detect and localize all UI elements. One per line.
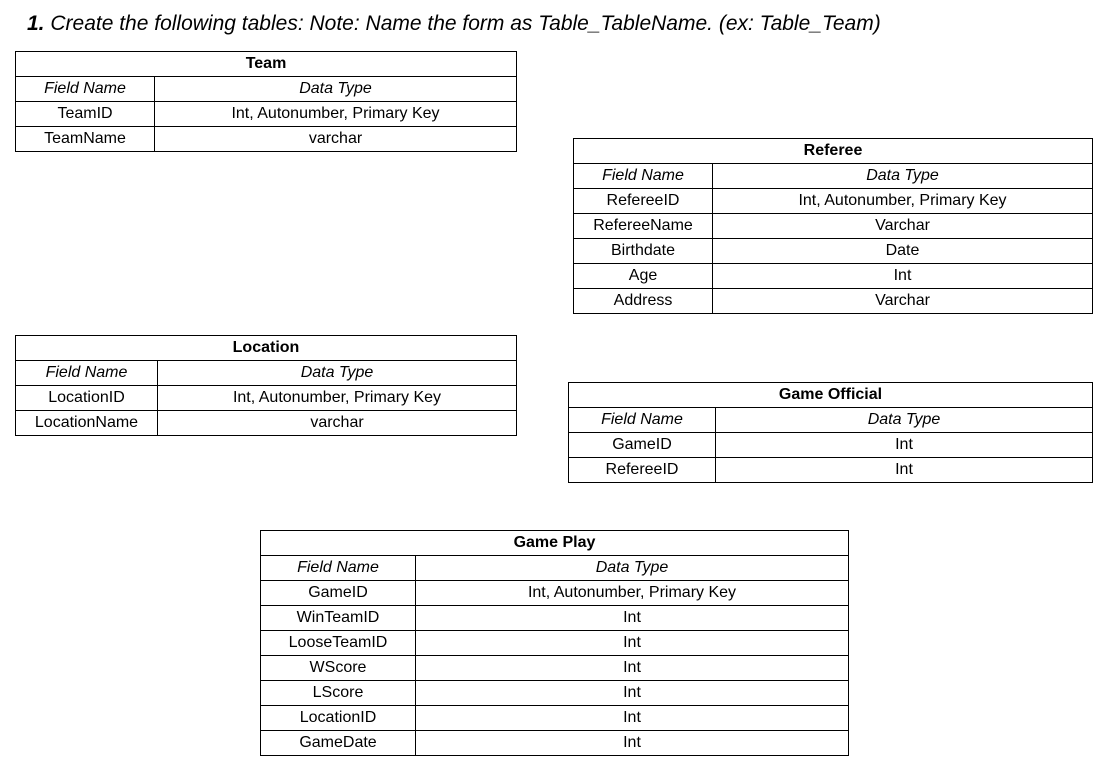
data-type-cell: Int xyxy=(416,731,849,756)
field-name-header: Field Name xyxy=(569,408,716,433)
field-name-cell: RefereeID xyxy=(574,189,713,214)
data-type-cell: Varchar xyxy=(713,214,1093,239)
field-name-cell: WinTeamID xyxy=(261,606,416,631)
field-name-cell: LocationID xyxy=(261,706,416,731)
table-header-row xyxy=(261,556,849,581)
data-type-cell: Int xyxy=(713,264,1093,289)
data-type-header: Data Type xyxy=(416,556,849,581)
data-type-header: Data Type xyxy=(713,164,1093,189)
location-table xyxy=(15,335,517,436)
field-name-header: Field Name xyxy=(16,361,158,386)
data-type-cell: Int xyxy=(416,606,849,631)
data-type-cell: Int, Autonumber, Primary Key xyxy=(158,386,517,411)
table-name: Location xyxy=(16,336,517,361)
instruction-text: Create the following tables: Note: Name the form as Table_TableName. (ex: Table_Team) xyxy=(44,12,881,35)
field-name-cell: RefereeName xyxy=(574,214,713,239)
field-name-cell: Age xyxy=(574,264,713,289)
table-row xyxy=(16,102,517,127)
table-row xyxy=(574,264,1093,289)
table-row xyxy=(574,214,1093,239)
table-row xyxy=(261,631,849,656)
field-name-cell: RefereeID xyxy=(569,458,716,483)
table-name: Referee xyxy=(574,139,1093,164)
field-name-cell: LocationID xyxy=(16,386,158,411)
table-row xyxy=(16,411,517,436)
data-type-header: Data Type xyxy=(716,408,1093,433)
table-row xyxy=(261,606,849,631)
table-row xyxy=(261,581,849,606)
data-type-cell: varchar xyxy=(155,127,517,152)
field-name-cell: GameDate xyxy=(261,731,416,756)
field-name-cell: WScore xyxy=(261,656,416,681)
table-row xyxy=(261,681,849,706)
data-type-cell: Int, Autonumber, Primary Key xyxy=(416,581,849,606)
field-name-cell: LScore xyxy=(261,681,416,706)
data-type-cell: Int xyxy=(716,458,1093,483)
field-name-cell: GameID xyxy=(261,581,416,606)
table-title-row xyxy=(16,52,517,77)
data-type-cell: Date xyxy=(713,239,1093,264)
data-type-cell: varchar xyxy=(158,411,517,436)
data-type-header: Data Type xyxy=(155,77,517,102)
table-row xyxy=(16,386,517,411)
instruction-number: 1. xyxy=(27,12,45,35)
table-name: Game Play xyxy=(261,531,849,556)
referee-table xyxy=(573,138,1093,314)
table-header-row xyxy=(16,77,517,102)
data-type-cell: Int, Autonumber, Primary Key xyxy=(155,102,517,127)
table-row xyxy=(261,656,849,681)
field-name-header: Field Name xyxy=(574,164,713,189)
field-name-cell: TeamID xyxy=(16,102,155,127)
field-name-header: Field Name xyxy=(16,77,155,102)
field-name-cell: LooseTeamID xyxy=(261,631,416,656)
table-name: Game Official xyxy=(569,383,1093,408)
table-title-row xyxy=(16,336,517,361)
table-header-row xyxy=(16,361,517,386)
table-row xyxy=(574,239,1093,264)
field-name-cell: Address xyxy=(574,289,713,314)
table-row xyxy=(261,706,849,731)
field-name-cell: TeamName xyxy=(16,127,155,152)
data-type-cell: Varchar xyxy=(713,289,1093,314)
table-row xyxy=(574,189,1093,214)
table-title-row xyxy=(261,531,849,556)
data-type-header: Data Type xyxy=(158,361,517,386)
data-type-cell: Int, Autonumber, Primary Key xyxy=(713,189,1093,214)
table-title-row xyxy=(569,383,1093,408)
table-row xyxy=(16,127,517,152)
team-table xyxy=(15,51,517,152)
game-play-table xyxy=(260,530,849,756)
data-type-cell: Int xyxy=(416,681,849,706)
table-title-row xyxy=(574,139,1093,164)
table-name: Team xyxy=(16,52,517,77)
field-name-cell: LocationName xyxy=(16,411,158,436)
field-name-cell: GameID xyxy=(569,433,716,458)
table-row xyxy=(574,289,1093,314)
game-official-table xyxy=(568,382,1093,483)
instruction-heading xyxy=(27,12,881,36)
field-name-cell: Birthdate xyxy=(574,239,713,264)
table-row xyxy=(261,731,849,756)
table-header-row xyxy=(574,164,1093,189)
field-name-header: Field Name xyxy=(261,556,416,581)
data-type-cell: Int xyxy=(416,706,849,731)
data-type-cell: Int xyxy=(416,656,849,681)
table-row xyxy=(569,433,1093,458)
data-type-cell: Int xyxy=(716,433,1093,458)
table-header-row xyxy=(569,408,1093,433)
table-row xyxy=(569,458,1093,483)
data-type-cell: Int xyxy=(416,631,849,656)
